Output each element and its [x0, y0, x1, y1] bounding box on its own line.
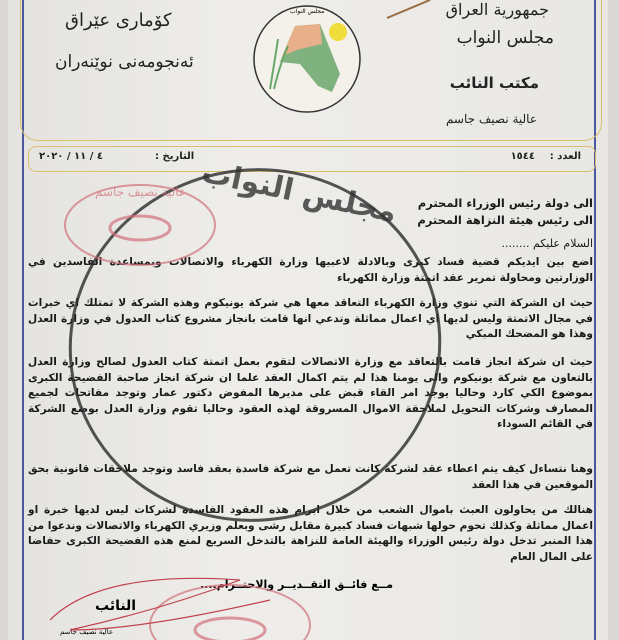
paragraph-1: اضع بين ايديكم قضية فساد كبرى وبالادلة لاعبيها وزارة الكهرباء والاتصالات وبمساعدة الفاسدين في الوزارتين ومحاولة تمرير عقد اتمتة وزارة الكهرباء	[28, 256, 593, 284]
logo-text: مجلس النواب	[290, 8, 325, 15]
addressee-prime-minister: الى دولة رئيس الوزراء المحترم	[417, 196, 593, 210]
greeting: السلام عليكم ........	[501, 237, 593, 250]
closing: مــع فائــق التقــديــر والاحتــرام....	[200, 578, 394, 591]
paragraph-4: وهنا نتساءل كيف يتم اعطاء عقد لشركة كانت تعمل مع شركة فاسدة بعقد فاسد وتوجد ملاحقات قانونية بحق الموقعين في هذا العقد	[28, 463, 593, 491]
reference-bar	[28, 146, 596, 172]
header-kurdish-parliament: ئەنجومەنی نوێنەران	[55, 52, 194, 72]
header-office: مكتب النائب	[449, 74, 539, 92]
number-label: العدد :	[549, 151, 581, 162]
pen	[385, 0, 435, 20]
parliament-logo	[250, 4, 365, 114]
paragraph-5: هنالك من يحاولون العبث باموال الشعب من خلال ابرام هذه العقود الفاسدة لشركات ليس لديها خبرة او اعمال مماثلة وكذلك تحوم حولها شبهات فساد كبيرة مقابل رشى وبعلم وزيري الكهرباء والاتصالات وندعوا من هذا المنبر تدخل دولة رئيس الوزراء والهيئة العامة للنزاهة بالتدخل السريع لمنع هذه الفضيحة الكبرى حفاضا على المال العام	[28, 504, 593, 563]
signature-title: النائب	[95, 598, 137, 614]
header-kurdish-country: کۆماری عێراق	[65, 10, 172, 31]
header-mp-name: عالية نصيف جاسم	[445, 112, 537, 126]
addressee-integrity-commission: الى رئيس هيئة النزاهة المحترم	[417, 213, 593, 227]
header-parliament: مجلس النواب	[456, 28, 554, 48]
round-stamp-text: مجلس النواب	[198, 154, 400, 231]
header-country: جمهورية العراق	[445, 0, 549, 19]
signature-name: عالية نصيف جاسم	[60, 628, 114, 636]
reference-number: ١٥٤٤	[510, 151, 535, 162]
addressees	[28, 195, 593, 229]
paragraph-3: حيث ان شركة انجاز قامت بالتعاقد مع وزارة الاتصالات لتقوم بعمل اتمتة كتاب العدول لصالح وزارة العدل بالتعاون مع شركة يونيكوم والى يومنا هذا لم يتم اكمال العقد علما ان شركة انجاز صاحبة الفضيحة الكبرى بموضوع الكي كارد وحاليا يوجد امر القاء قبض على مديرها المفوض دكتور عمار وتوجد مفاتحات لجميع المصارف وشركات التحويل لملاحقة الاموال المسروقة لهذه العقود وحاليا تقوم وزارة العدل بوضع الشركة في القائم السوداء	[28, 356, 593, 430]
date-label: التاريخ :	[155, 151, 195, 162]
paragraph-2: حيث ان الشركة التي تنوي وزارة الكهرباء التعاقد معها هي شركة يونيكوم وهذه الشركة لا تمتلك اي خبرات في مجال الاتمتة وليس لديها اي اعمال مماثلة وتدعي انها قامت بانجاز مشروع كتاب العدول في وزارة العدل وهذا هو المضحك المبكي	[28, 297, 593, 340]
red-stamp-top-text: عالية نصيف جاسم	[95, 185, 187, 199]
date-value: ٤ / ١١ / ٢٠٢٠	[39, 151, 103, 162]
